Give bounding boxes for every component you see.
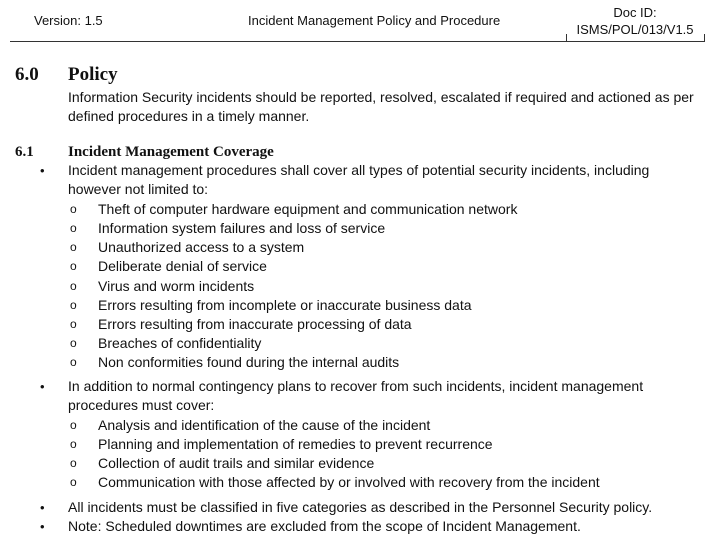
- section-text: Information Security incidents should be reported, resolved, escalated if required and actioned as per defined procedures in a timely manner.: [68, 89, 694, 124]
- bullet-marker: •: [40, 163, 45, 178]
- sub-marker: o: [70, 279, 77, 293]
- sub-item-text: Collection of audit trails and similar evidence: [98, 455, 375, 471]
- sub-list-item: [70, 454, 374, 473]
- subsection-number: 6.1: [15, 144, 34, 160]
- sub-marker: o: [70, 475, 77, 489]
- bullet-text: Incident management procedures shall cover all types of potential security incidents, including however not limited to:: [68, 162, 650, 197]
- sub-list-item: [70, 435, 493, 454]
- sub-item-text: Communication with those affected by or involved with recovery from the incident: [98, 474, 600, 490]
- sub-marker: o: [70, 418, 77, 432]
- sub-list-item: [70, 219, 385, 238]
- sub-list-item: [70, 277, 254, 296]
- document-title: Incident Management Policy and Procedure: [248, 13, 501, 28]
- sub-item-text: Planning and implementation of remedies to prevent recurrence: [98, 436, 493, 452]
- sub-list-item: [70, 315, 412, 334]
- section-title: Policy: [68, 64, 118, 85]
- sub-list-item: [70, 334, 261, 353]
- header-divider: [566, 34, 567, 42]
- sub-item-text: Theft of computer hardware equipment and communication network: [98, 201, 518, 217]
- sub-list-item: [70, 257, 267, 276]
- bullet-item: [40, 161, 690, 199]
- sub-item-text: Errors resulting from incomplete or inaccurate business data: [98, 297, 472, 313]
- sub-marker: o: [70, 298, 77, 312]
- bullet-item: [40, 517, 690, 536]
- sub-list-item: [70, 353, 399, 372]
- sub-marker: o: [70, 202, 77, 216]
- sub-list-item: [70, 473, 600, 492]
- page-header: [0, 0, 710, 44]
- sub-item-text: Breaches of confidentiality: [98, 335, 262, 351]
- sub-marker: o: [70, 456, 77, 470]
- sub-list-item: [70, 200, 517, 219]
- sub-item-text: Non conformities found during the internal audits: [98, 354, 400, 370]
- sub-item-text: Errors resulting from inaccurate processing of data: [98, 316, 412, 332]
- sub-marker: o: [70, 355, 77, 369]
- sub-marker: o: [70, 317, 77, 331]
- sub-item-text: Information system failures and loss of service: [98, 220, 386, 236]
- sub-item-text: Analysis and identification of the cause of the incident: [98, 417, 431, 433]
- subsection-title: Incident Management Coverage: [68, 144, 274, 160]
- header-rule: [10, 41, 704, 42]
- sub-list-item: [70, 238, 304, 257]
- sub-item-text: Virus and worm incidents: [98, 278, 255, 294]
- sub-marker: o: [70, 240, 77, 254]
- bullet-text: Note: Scheduled downtimes are excluded from the scope of Incident Management.: [68, 518, 581, 534]
- bullet-item: [40, 377, 690, 415]
- version-label: Version: 1.5: [34, 13, 103, 28]
- sub-item-text: Unauthorized access to a system: [98, 239, 305, 255]
- bullet-marker: •: [40, 379, 45, 394]
- bullet-item: [40, 498, 690, 517]
- sub-marker: o: [70, 259, 77, 273]
- sub-list-item: [70, 296, 472, 315]
- sub-list-item: [70, 416, 430, 435]
- sub-marker: o: [70, 336, 77, 350]
- bullet-text: All incidents must be classified in five categories as described in the Personnel Security policy.: [68, 499, 653, 515]
- doc-id-value: ISMS/POL/013/V1.5: [576, 22, 694, 37]
- bullet-marker: •: [40, 500, 45, 515]
- header-divider: [704, 34, 705, 42]
- section-number: 6.0: [15, 64, 39, 85]
- doc-id: [565, 4, 705, 38]
- bullet-marker: •: [40, 519, 45, 534]
- sub-marker: o: [70, 221, 77, 235]
- sub-marker: o: [70, 437, 77, 451]
- bullet-text: In addition to normal contingency plans to recover from such incidents, incident management procedures must cover:: [68, 378, 644, 413]
- doc-id-label: Doc ID:: [613, 5, 657, 20]
- sub-item-text: Deliberate denial of service: [98, 258, 267, 274]
